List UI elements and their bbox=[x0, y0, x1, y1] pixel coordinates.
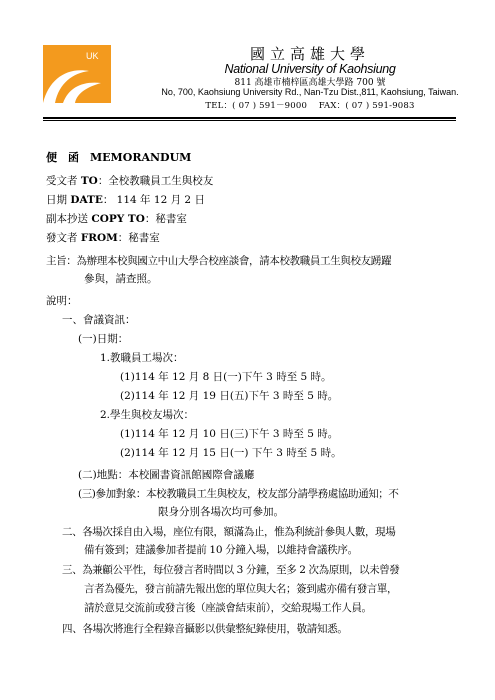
subsection-heading: (一)日期： bbox=[78, 333, 129, 345]
memo-to-value: ：全校教職員工生與校友 bbox=[97, 175, 214, 187]
section-item-3: 請於意見交流前或發言後（座談會結束前），交給現場工作人員。 bbox=[84, 602, 372, 614]
contact-tel-fax: TEL：( 07 ) 591－9000 FAX：( 07 ) 591-9083 bbox=[205, 101, 415, 111]
section-item-2: 二、各場次採自由入場，座位有限，額滿為止，惟為利統計參與人數，現場 bbox=[62, 526, 396, 538]
memo-copy-label: 副本抄送 bbox=[46, 213, 88, 225]
memo-from-en: FROM bbox=[80, 232, 118, 244]
university-name-en: National University of Kaohsiung bbox=[224, 62, 396, 76]
address-en: No, 700, Kaohsiung University Rd., Nan-Tzu Dist.,811, Kaohsiung, Taiwan. bbox=[161, 87, 459, 97]
memo-heading: 便 函 MEMORANDUM bbox=[46, 151, 192, 164]
session-item: (1)114 年 12 月 8 日(一)下午 3 時至 5 時。 bbox=[120, 371, 332, 383]
session-item: (2)114 年 12 月 19 日(五)下午 3 時至 5 時。 bbox=[120, 390, 339, 402]
session-group-heading: 2.學生與校友場次： bbox=[100, 409, 195, 421]
address-zh: 811 高雄市楠梓區高雄大學路 700 號 bbox=[234, 78, 386, 88]
explanation-label: 說明： bbox=[46, 295, 78, 307]
memo-date bbox=[46, 195, 205, 206]
university-name-zh: 國立高雄大學 bbox=[249, 45, 370, 63]
header-divider bbox=[43, 117, 456, 119]
section-item-3: 三、為兼顧公平性，每位發言者時間以 3 分鐘，至多 2 次為原則，以未曾發 bbox=[62, 564, 400, 576]
subsection-participants: (三)參加對象：本校教職員工生與校友，校友部分請學務處協助通知；不 bbox=[78, 488, 399, 500]
memo-to-en: TO bbox=[80, 175, 98, 187]
session-item: (1)114 年 12 月 10 日(三)下午 3 時至 5 時。 bbox=[120, 428, 339, 440]
memo-copy-en: COPY TO bbox=[91, 213, 145, 225]
memo-copy-to bbox=[46, 214, 187, 225]
memo-date-en: DATE bbox=[70, 194, 103, 206]
subsection-location: (二)地點：本校圖書資訊館國際會議廳 bbox=[78, 469, 255, 481]
subsection-participants: 限身分別各場次均可參加。 bbox=[158, 506, 284, 518]
session-item: (2)114 年 12 月 15 日(一) 下午 3 時至 5 時。 bbox=[120, 447, 342, 459]
subject-line: 參與，請查照。 bbox=[84, 273, 158, 285]
section-item-4: 四、各場次將進行全程錄音攝影以供彙整紀錄使用，敬請知悉。 bbox=[62, 623, 348, 635]
memo-date-label: 日期 bbox=[46, 194, 67, 206]
section-heading: 一、會議資訊： bbox=[62, 314, 136, 326]
memo-date-value: ： 114 年 12 月 2 日 bbox=[102, 194, 205, 206]
logo-text: UK bbox=[86, 51, 99, 61]
memo-from-value: ：秘書室 bbox=[117, 232, 160, 244]
header-divider bbox=[43, 120, 456, 121]
section-item-3: 言者為優先，發言前請先報出您的單位與大名；簽到處亦備有發言單， bbox=[84, 583, 398, 595]
section-item-2: 備有簽到；建議參加者提前 10 分鐘入場，以維持會議秩序。 bbox=[84, 544, 358, 556]
session-group-heading: 1.教職員工場次： bbox=[100, 352, 184, 364]
memo-to bbox=[46, 176, 213, 187]
memo-copy-value: ：秘書室 bbox=[144, 213, 187, 225]
memo-from-label: 發文者 bbox=[46, 232, 78, 244]
subject-line: 主旨：為辦理本校與國立中山大學合校座談會，請本校教職員工生與校友踴躍 bbox=[46, 255, 392, 267]
memo-from bbox=[46, 233, 160, 244]
memo-to-label: 受文者 bbox=[46, 175, 78, 187]
university-logo bbox=[43, 45, 111, 103]
